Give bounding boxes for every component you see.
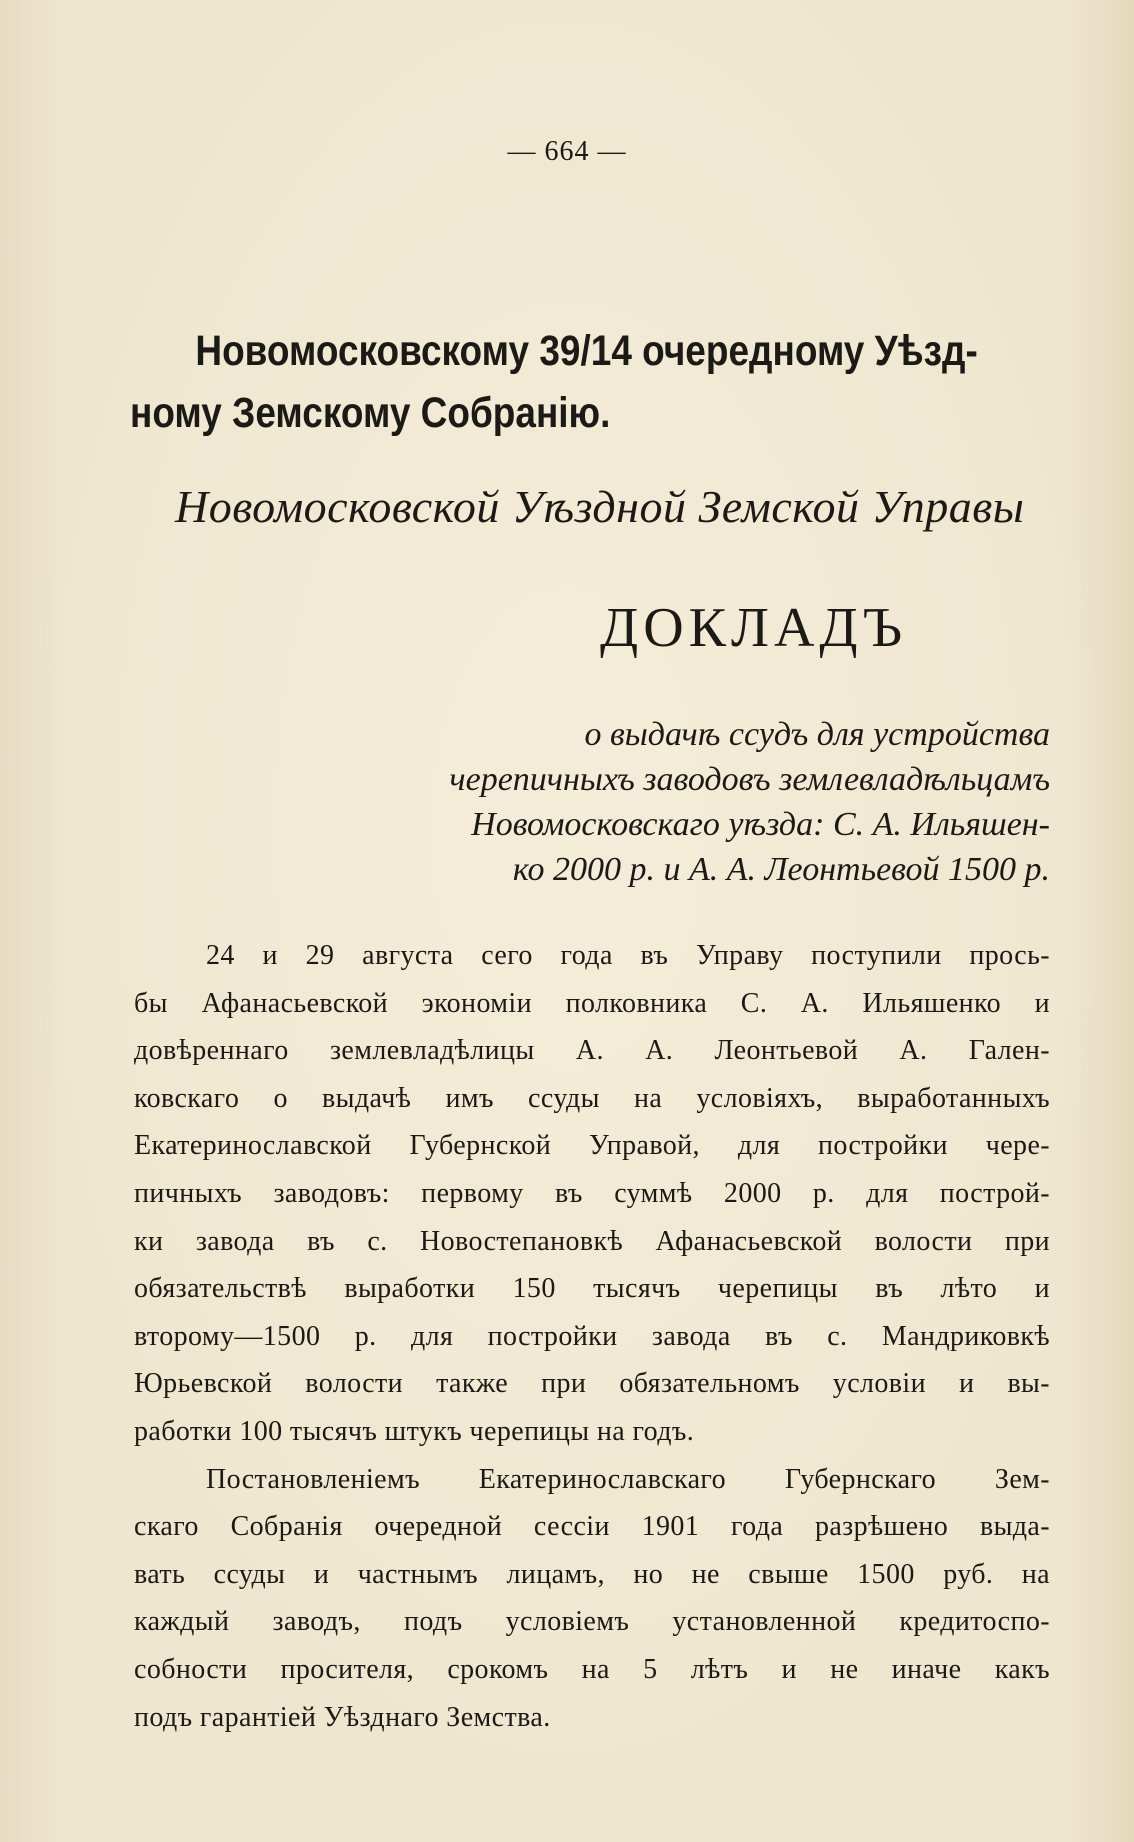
- paragraph-1: [134, 932, 1050, 1456]
- report-subject: [330, 712, 1050, 892]
- paragraph-2-line: скаго Собранія очередной сессіи 1901 года разрѣшено выда-: [134, 1511, 1050, 1543]
- organization-name: Новомосковской Уѣздной Земской Управы: [175, 481, 1025, 532]
- paragraph-1-line: работки 100 тысячъ штукъ черепицы на годъ.: [134, 1415, 695, 1447]
- subject-line-1: о выдачѣ ссудъ для устройства: [584, 716, 1050, 753]
- paragraph-1-line: Екатеринославской Губернской Управой, для постройки чере-: [134, 1130, 1050, 1162]
- paragraph-1-line: пичныхъ заводовъ: первому въ суммѣ 2000 р. для построй-: [134, 1177, 1050, 1209]
- body-text: [134, 932, 1050, 1741]
- paragraph-1-line: Юрьевской волости также при обязательномъ условіи и вы-: [134, 1368, 1050, 1400]
- paragraph-2: [134, 1456, 1050, 1742]
- paragraph-1-line: ковскаго о выдачѣ имъ ссуды на условіяхъ, выработанныхъ: [134, 1082, 1050, 1114]
- paragraph-2-line: вать ссуды и частнымъ лицамъ, но не свыше 1500 руб. на: [134, 1558, 1050, 1590]
- paragraph-1-line: 24 и 29 августа сего года въ Управу поступили прось-: [206, 940, 1050, 971]
- paragraph-2-line: каждый заводъ, подъ условіемъ установленной кредитоспо-: [134, 1606, 1050, 1638]
- subject-line-2: черепичныхъ заводовъ землевладѣльцамъ: [449, 761, 1050, 798]
- paragraph-2-line: подъ гарантіей Уѣзднаго Земства.: [134, 1701, 551, 1733]
- paragraph-2-line: Постановленіемъ Екатеринославскаго Губернскаго Зем-: [206, 1463, 1050, 1495]
- address-heading-line-1: Новомосковскому 39/14 очередному Уѣзд-: [195, 327, 978, 375]
- document-type-title: ДОКЛАДЪ: [600, 597, 908, 659]
- subject-line-3: Новомосковскаго уѣзда: С. А. Ильяшен-: [471, 806, 1050, 843]
- page-number: — 664 —: [507, 136, 627, 167]
- paragraph-1-line: бы Афанасьевской экономіи полковника С. А. Ильяшенко и: [134, 987, 1050, 1019]
- subject-line-4: ко 2000 р. и А. А. Леонтьевой 1500 р.: [512, 851, 1050, 888]
- paragraph-1-line: довѣреннаго землевладѣлицы А. А. Леонтьевой А. Гален-: [134, 1035, 1050, 1067]
- paragraph-1-line: обязательствѣ выработки 150 тысячъ черепицы въ лѣто и: [134, 1273, 1050, 1305]
- paragraph-1-line: ки завода въ с. Новостепановкѣ Афанасьевской волости при: [134, 1225, 1050, 1257]
- address-heading: [130, 320, 1050, 444]
- paragraph-2-line: собности просителя, срокомъ на 5 лѣтъ и не иначе какъ: [134, 1653, 1050, 1685]
- paragraph-1-line: второму—1500 р. для постройки завода въ с. Мандриковкѣ: [134, 1320, 1050, 1352]
- address-heading-line-2: ному Земскому Собранію.: [130, 389, 611, 437]
